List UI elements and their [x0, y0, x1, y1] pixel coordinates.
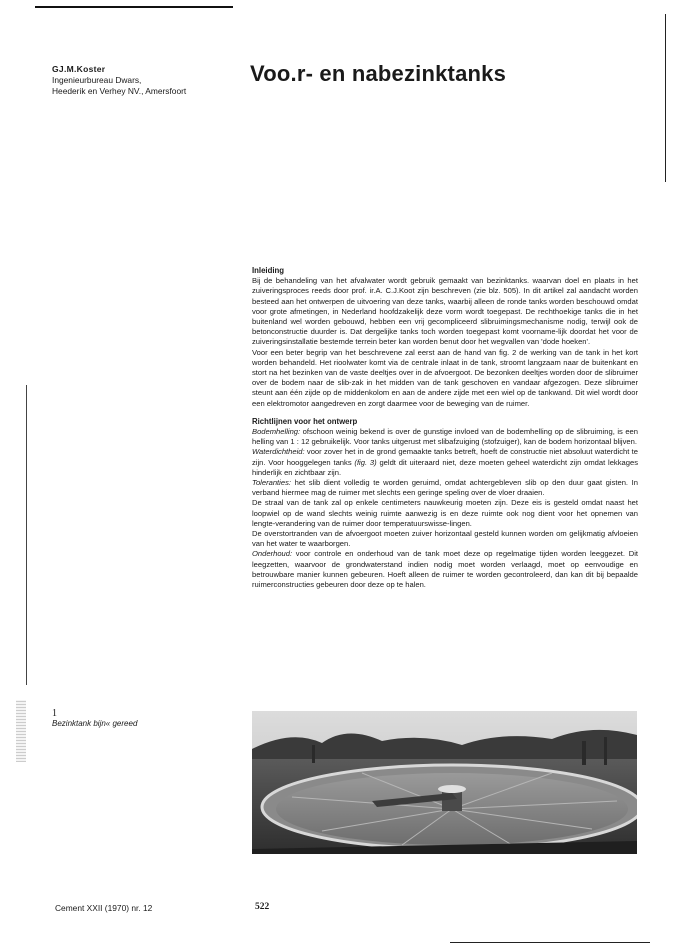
right-margin-rule [665, 14, 666, 182]
author-affiliation-line1: Ingenieurbureau Dwars, [52, 75, 142, 85]
paragraph-bodemhelling: Bodemhelling: ofschoon weinig bekend is over de gunstige invloed van de bodemhelling op de slibruiming, is een helling van 1 : 12 gebruikelijk. Voor tanks uitgerust met slibafzuiging (stofzuiger), kan de bodem horizontaal blijven. [252, 427, 638, 447]
term-waterdichtheid: Waterdichtheid: [252, 447, 305, 457]
paragraph-overstort: De overstortranden van de afvoergoot moeten zuiver horizontaal gesteld kunnen worden om gelijkmatig afvloeien van het water te waarborgen. [252, 529, 638, 549]
journal-reference: Cement XXII (1970) nr. 12 [55, 903, 153, 913]
paragraph-waterdichtheid: Waterdichtheid: voor zover het in de grond gemaakte tanks betreft, hoeft de constructie niet absoluut waterdicht te zijn. Voor hooggelegen tanks (fig. 3) geldt dit uiteraard niet, deze moeten geheel waterdicht zijn omdat lekkages hinderlijk en zichtbaar zijn. [252, 447, 638, 477]
author-block [52, 64, 242, 97]
term-onderhoud: Onderhoud: [252, 549, 293, 559]
section-heading-richtlijnen: Richtlijnen voor het ontwerp [252, 416, 358, 426]
bottom-rule [450, 942, 650, 943]
figure-photo-settling-tank [252, 711, 637, 854]
term-bodemhelling: Bodemhelling: [252, 427, 301, 437]
top-rule [35, 6, 233, 8]
paragraph-inleiding-1: Bij de behandeling van het afvalwater wordt gebruik gemaakt van bezinktanks. waarvan doel en plaats in het zuiveringsproces reeds door prof. ir.A. C.J.Koot zijn beschreven (zie blz. 505). In dit artikel zal aandacht worden besteed aan het ontwerpen de uitvoering van deze tanks, waarbij alleen de ronde tanks worden beschouwd omdat voor grote afmetingen, in Nederland hoofdzakelijk deze vorm wordt toegepast. De rechthoekige tanks die in het buitenland wel worden gebouwd, hebben een vrij gecompliceerd slibruimingsmechanisme nodig, terwijl ook de betonconstructie duurder is. Dat dergelijke tanks toch worden toegepast komt voorname-lijk doordat het voor de zuiveringsinstallatie bestemde terrein beter kan worden benut door het wegvallen van 'dode hoeken'. [252, 276, 638, 347]
term-toleranties: Toleranties: [252, 478, 291, 488]
article-body [252, 266, 638, 590]
section-heading-inleiding: Inleiding [252, 266, 285, 275]
page-number: 522 [255, 902, 270, 912]
figure-caption: Bezinktank bijn« gereed [52, 719, 138, 728]
settling-tank-photo-graphic [252, 711, 637, 854]
scan-artifact [16, 700, 26, 762]
paragraph-inleiding-2: Voor een beter begrip van het beschrevene zal eerst aan de hand van fig. 2 de werking van de tank in het kort worden behandeld. Het rioolwater komt via de centrale inlaat in de tank, stroomt langzaam naar de buitenkant en stort na het bezinken van de vaste deeltjes over in de afvoergoot. De bezonken deeltjes worden door de slibruimer over de bodem naar de slib-zak in het midden van de tank geschoven en vandaar afgezogen. Deze slibruimer steunt aan één zijde op de middenkolom en aan de andere zijde met een wiel op de tankwand. Dit wiel wordt door een elektromotor aangedreven en zorgt daarmee voor de beweging van de ruimer. [252, 347, 638, 408]
figure-number: 1 [52, 708, 57, 719]
paragraph-onderhoud: Onderhoud: voor controle en onderhoud van de tank moet deze op regelmatige tijden worden leeggezet. Dit leegzetten, waarvoor de grondwaterstand indien nodig moet worden verlaagd, moet op eenvoudige en betrouwbare manier kunnen gebeuren. Hoeft alleen de ruimer te worden gecontroleerd, dan kan dit bij bepaalde ruimerconstructies gebeuren door deze op te halen. [252, 549, 638, 590]
paragraph-straal: De straal van de tank zal op enkele centimeters nauwkeurig moeten zijn. Deze eis is gesteld omdat naast het loopwiel op de wand slechts weinig ruimte aanwezig is en deze ruimte ook nog dient voor het opnemen van lengte-verandering van de ruimer door temperatuurswisse-lingen. [252, 498, 638, 528]
left-margin-rule [26, 385, 27, 685]
figure-reference: (fig. 3) [354, 457, 377, 467]
author-affiliation-line2: Heederik en Verhey NV., Amersfoort [52, 86, 187, 96]
author-name: GJ.M.Koster [52, 64, 106, 74]
paragraph-toleranties: Toleranties: het slib dient volledig te worden geruimd, omdat achtergebleven slib op den duur gaat gisten. In verband hiermee mag de ruimer met slechts een geringe speling over de vloer draaien. [252, 478, 638, 498]
article-title: Voo.r- en nabezinktanks [250, 61, 507, 86]
